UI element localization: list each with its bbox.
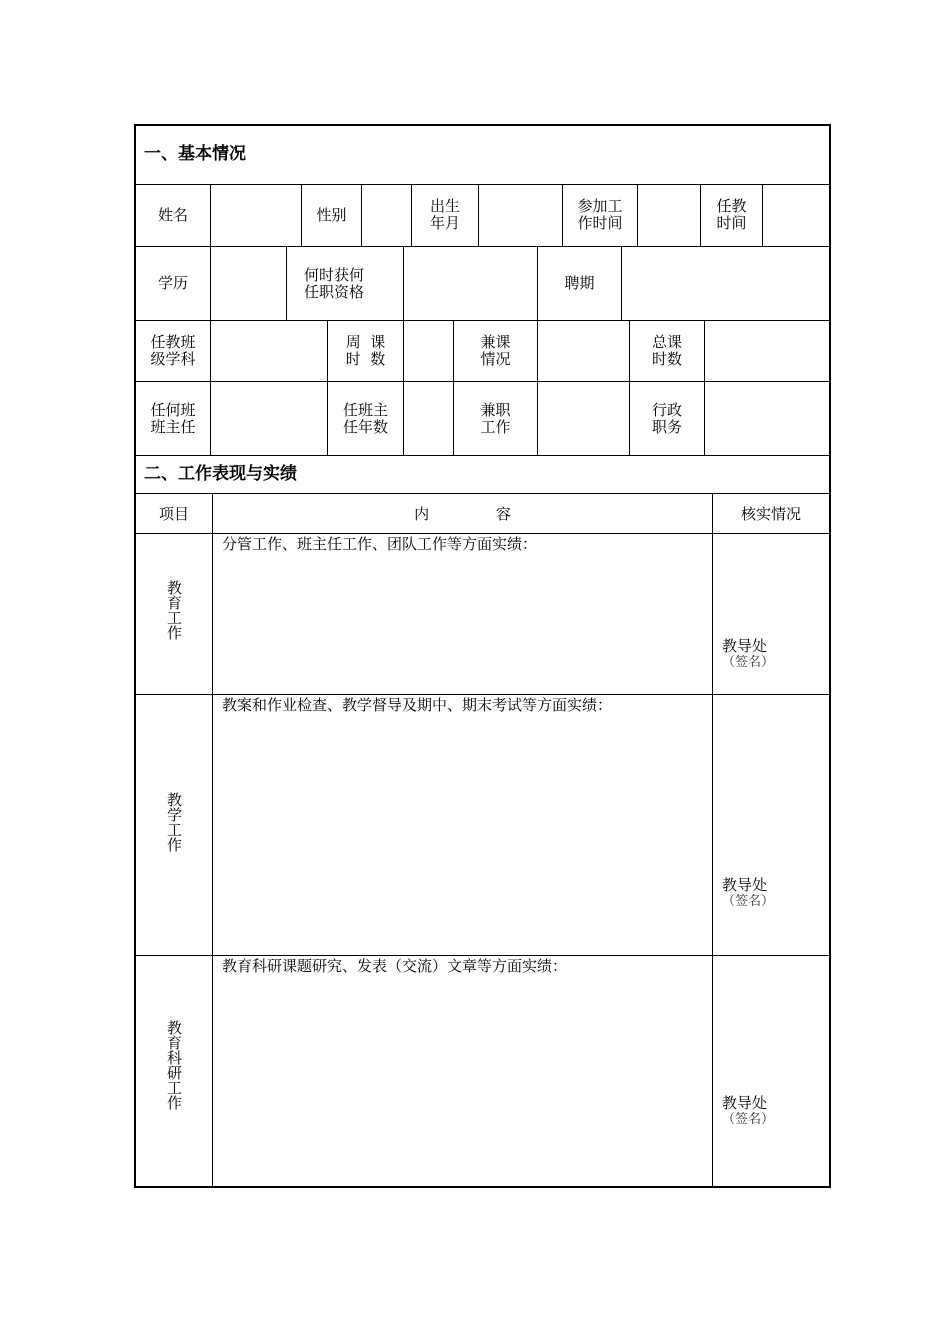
row-line bbox=[134, 694, 831, 695]
row-line bbox=[134, 533, 831, 534]
research-sign: （签名） bbox=[722, 1112, 775, 1127]
col-line bbox=[478, 184, 479, 246]
education-work-label: 教育工作 bbox=[165, 580, 183, 640]
section-title-performance: 二、工作表现与实绩 bbox=[144, 464, 297, 484]
label-education: 学历 bbox=[157, 274, 188, 292]
label-weekly-hours: 周 课 时 数 bbox=[345, 333, 386, 368]
section-title-basic: 一、基本情况 bbox=[144, 144, 246, 164]
teaching-work-label: 教学工作 bbox=[165, 792, 183, 852]
label-appointment: 聘期 bbox=[564, 274, 595, 292]
research-work-prompt: 教育科研课题研究、发表（交流）文章等方面实绩： bbox=[222, 957, 568, 975]
research-office: 教导处 bbox=[722, 1094, 768, 1112]
row-line bbox=[134, 320, 831, 321]
row-line bbox=[134, 455, 831, 456]
col-line bbox=[704, 320, 705, 455]
col-line bbox=[361, 184, 362, 246]
label-work-start: 参加工 作时间 bbox=[577, 197, 623, 232]
col-line bbox=[537, 320, 538, 455]
row-line bbox=[134, 381, 831, 382]
col-line bbox=[210, 184, 211, 246]
col-line bbox=[286, 246, 287, 320]
header-verify: 核实情况 bbox=[740, 505, 801, 523]
label-teaching-time: 任教 时间 bbox=[716, 197, 747, 232]
header-item: 项目 bbox=[158, 505, 189, 523]
col-line bbox=[712, 493, 713, 1187]
label-part-time-course: 兼课 情况 bbox=[480, 333, 511, 368]
teaching-sign: （签名） bbox=[722, 894, 775, 909]
col-line bbox=[637, 184, 638, 246]
label-concurrent: 兼职 工作 bbox=[480, 401, 511, 436]
label-total-hours: 总课 时数 bbox=[651, 333, 682, 368]
teaching-office: 教导处 bbox=[722, 876, 768, 894]
education-sign: （签名） bbox=[722, 655, 775, 670]
education-office: 教导处 bbox=[722, 637, 768, 655]
label-head-teacher-years: 任班主 任年数 bbox=[342, 401, 388, 436]
row-line bbox=[134, 493, 831, 494]
row-line bbox=[134, 246, 831, 247]
col-line bbox=[621, 246, 622, 320]
label-qualification: 何时获何 任职资格 bbox=[304, 266, 365, 301]
education-work-prompt: 分管工作、班主任工作、团队工作等方面实绩： bbox=[222, 535, 538, 553]
label-gender: 性别 bbox=[316, 206, 347, 224]
row-line bbox=[134, 955, 831, 956]
label-head-teacher: 任何班 班主任 bbox=[150, 401, 196, 436]
col-line bbox=[403, 246, 404, 320]
header-content: 内 容 bbox=[414, 505, 511, 523]
col-line bbox=[403, 320, 404, 455]
label-name: 姓名 bbox=[157, 206, 188, 224]
label-birth: 出生 年月 bbox=[429, 197, 460, 232]
row-line bbox=[134, 184, 831, 185]
col-line bbox=[210, 320, 211, 455]
col-line bbox=[210, 246, 211, 320]
teaching-work-prompt: 教案和作业检查、教学督导及期中、期末考试等方面实绩： bbox=[222, 696, 613, 714]
label-classes: 任教班 级学科 bbox=[150, 333, 196, 368]
research-work-label: 教育科研工作 bbox=[165, 1020, 183, 1110]
col-line bbox=[212, 493, 213, 1187]
col-line bbox=[762, 184, 763, 246]
label-admin: 行政 职务 bbox=[651, 401, 682, 436]
